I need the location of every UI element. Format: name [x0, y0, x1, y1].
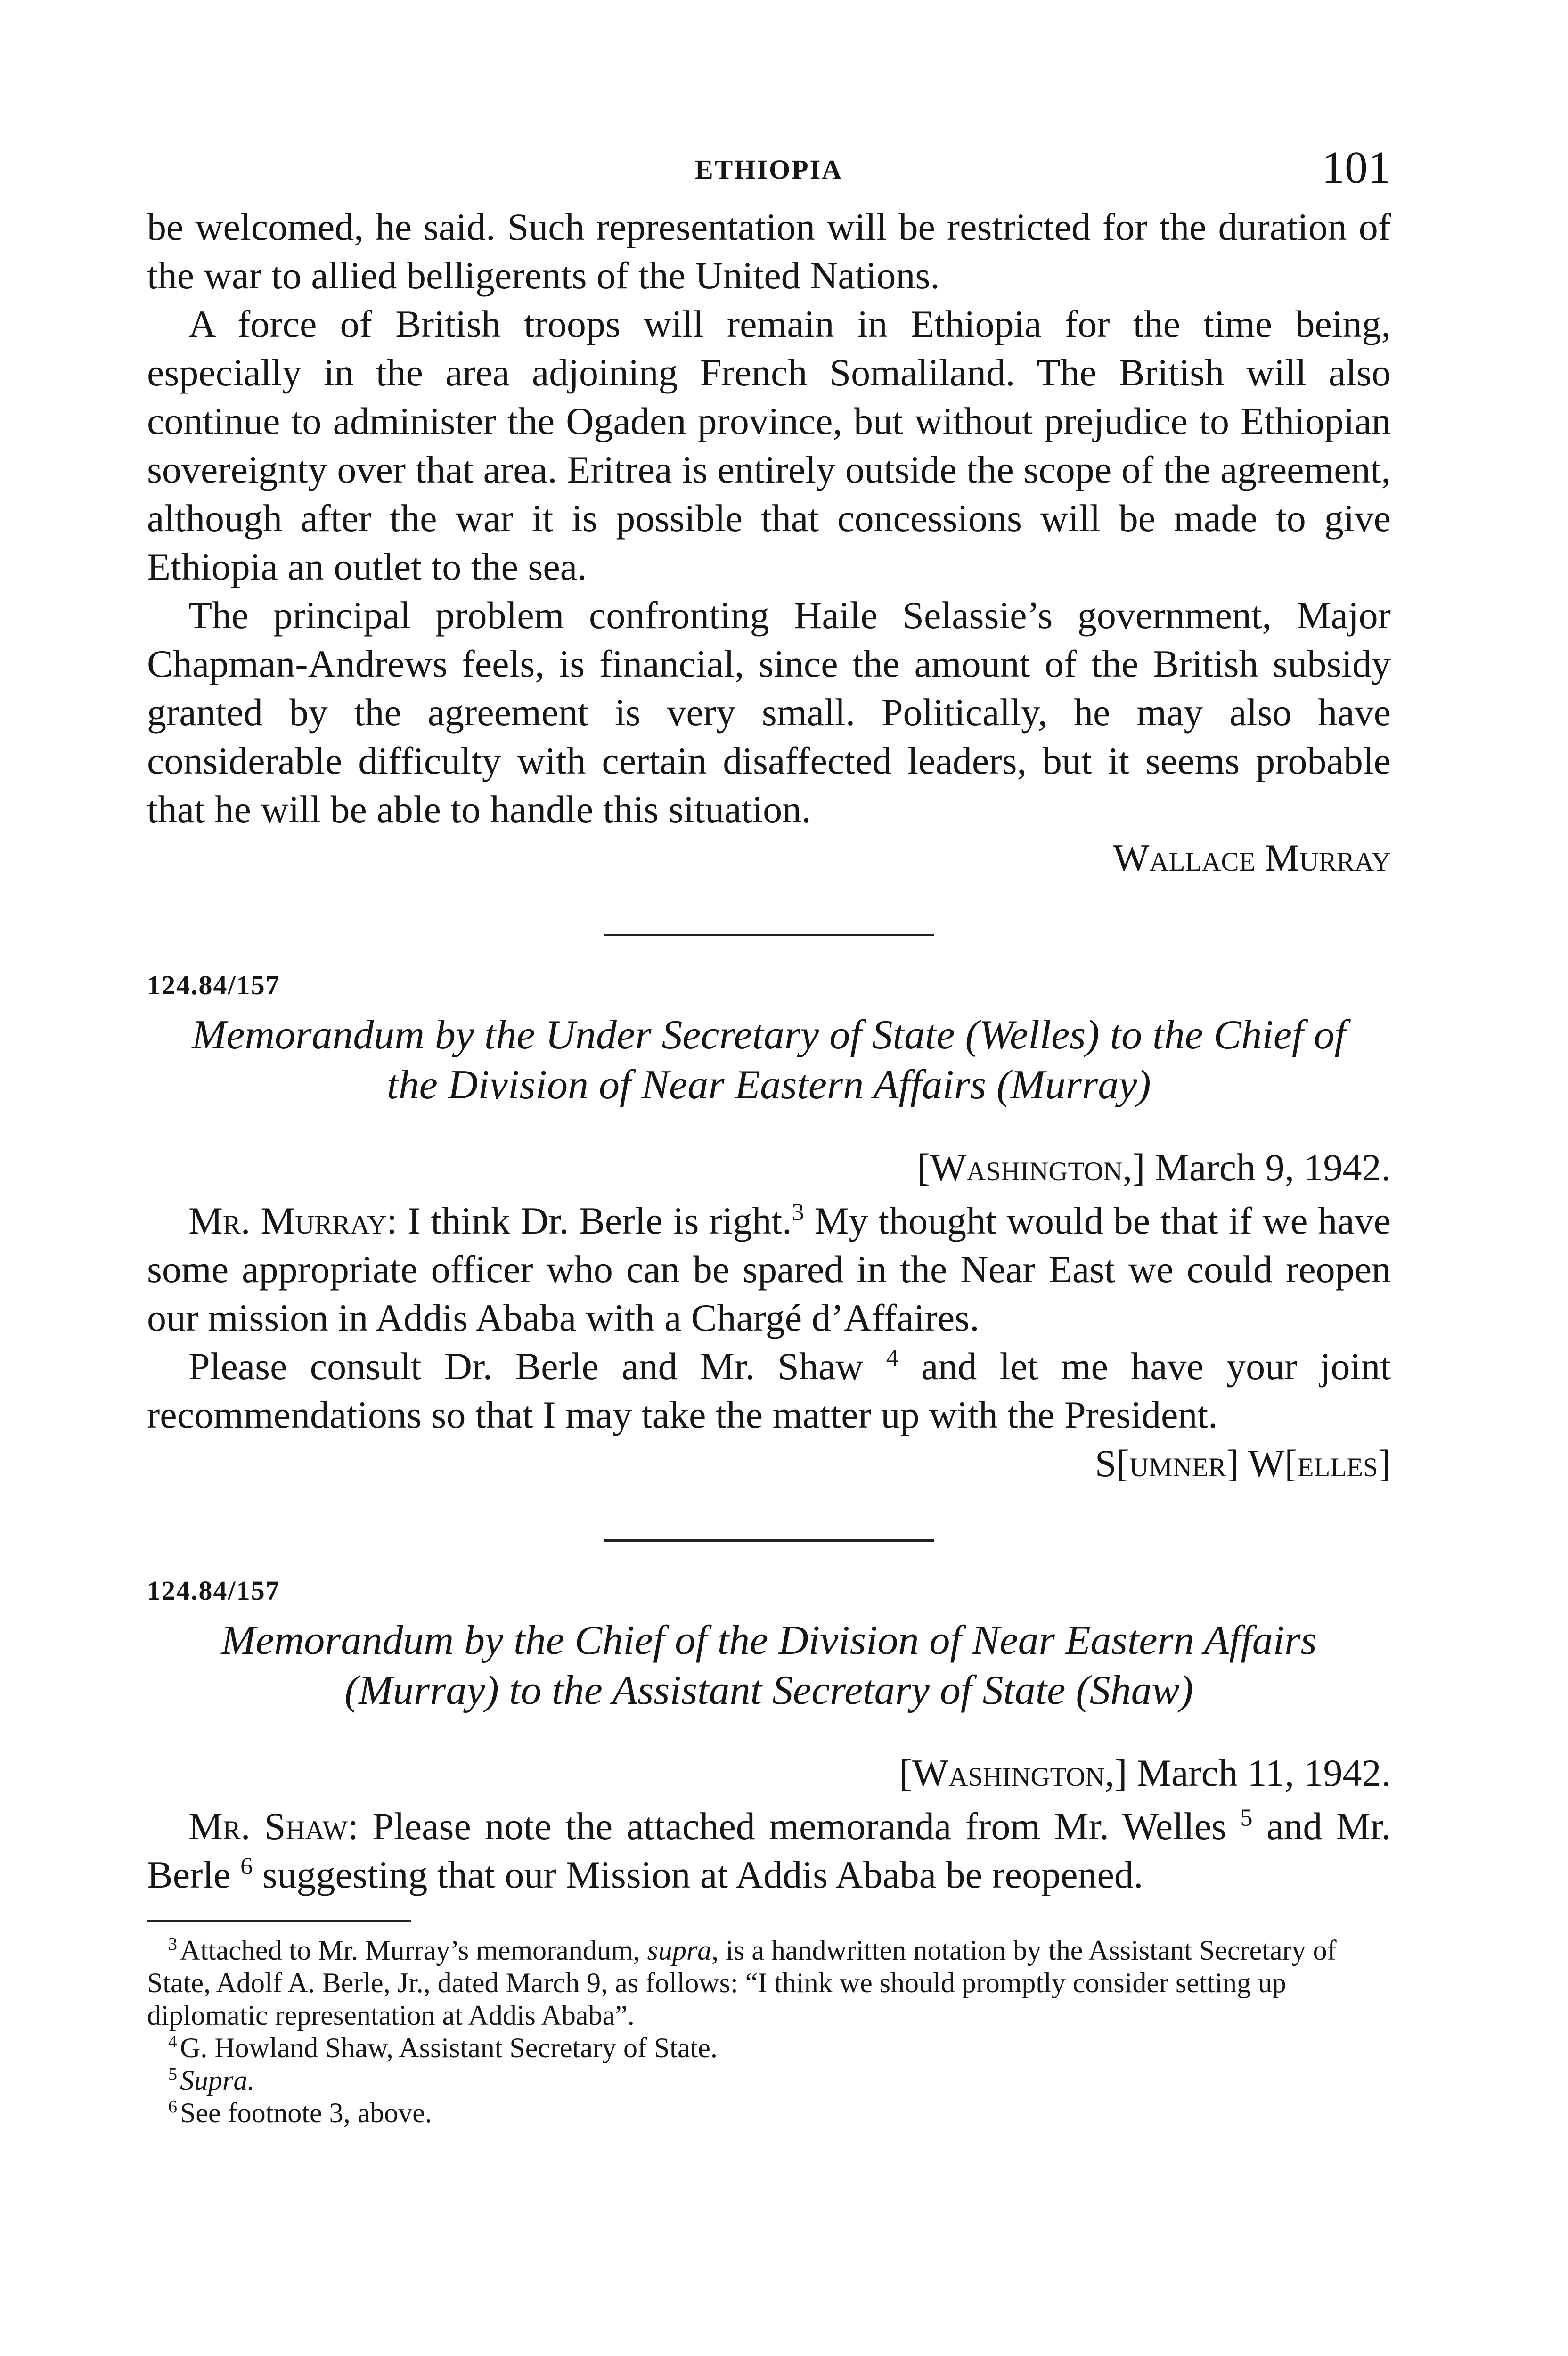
footnote-ref: 3 [792, 1199, 804, 1226]
footnote-mark: 6 [168, 2097, 177, 2117]
running-head: ETHIOPIA [694, 154, 843, 185]
text-run: and Mr. Berle [147, 1805, 1391, 1896]
section-ethiopia-report [147, 203, 1391, 882]
file-number: 124.84/157 [147, 970, 280, 1000]
footnote-text-italic: supra [647, 1935, 712, 1966]
salutation: Mr. Murray: [188, 1199, 398, 1242]
footnote-mark: 3 [168, 1934, 177, 1954]
paragraph [147, 1802, 1391, 1899]
text-run: I think Dr. Berle is right. [408, 1199, 792, 1242]
footnote-divider [147, 1920, 411, 1922]
footnote-text-italic: Supra. [180, 2065, 255, 2096]
paragraph [147, 1196, 1391, 1342]
footnote-mark: 4 [168, 2032, 177, 2052]
signature: S[umner] W[elles] [1094, 1442, 1391, 1485]
footnote-text: , is a handwritten notation by the Assistant Secretary of State, Adolf A. Berle, Jr., dated March 9, as follows: “I think we should promptly consider setting up diplomatic representation at Addis Ababa”. [147, 1935, 1337, 2031]
signature: Wallace Murray [1113, 836, 1391, 879]
footnote [147, 2032, 1391, 2064]
footnote-ref: 5 [1240, 1804, 1253, 1832]
footnotes [147, 1934, 1391, 2129]
dateline-date: March 11, 1942. [1137, 1751, 1391, 1794]
paragraph: be welcomed, he said. Such representation will be restricted for the duration of the war to allied belligerents of the United Nations. [147, 205, 1391, 297]
paragraph [147, 1342, 1391, 1439]
text-run: Please note the attached memoranda from Mr. Welles [372, 1805, 1226, 1848]
memo-title: Memorandum by the Under Secretary of State (Welles) to the Chief of the Division of Near Eastern Affairs (Murray) [192, 1012, 1346, 1108]
memo-title: Memorandum by the Chief of the Division of Near Eastern Affairs (Murray) to the Assistant Secretary of State (Shaw) [221, 1618, 1317, 1713]
footnote-text: See footnote 3, above. [180, 2097, 432, 2128]
text-run: suggesting that our Mission at Addis Ababa be reopened. [262, 1853, 1143, 1896]
footnote [147, 2064, 1391, 2097]
page-number: 101 [1322, 142, 1391, 193]
footnote [147, 1934, 1391, 2032]
footnote [147, 2097, 1391, 2129]
footnote-ref: 6 [240, 1853, 253, 1880]
memo-body [147, 1196, 1391, 1488]
memorandum-murray [147, 1575, 1391, 1899]
salutation: Mr. Shaw: [188, 1805, 359, 1848]
memo-body [147, 1802, 1391, 1899]
text-run: Please consult Dr. Berle and Mr. Shaw [188, 1345, 864, 1388]
footnote-ref: 4 [886, 1344, 898, 1372]
text-run: My thought would be that if we have some appropriate officer who can be spared in the Near East we could reopen our mission in Addis Ababa with a Chargé d’Affaires. [147, 1199, 1391, 1339]
dateline [147, 1749, 1391, 1797]
dateline-place: [Washington,] [899, 1751, 1127, 1794]
paragraph: The principal problem confronting Haile Selassie’s government, Major Chapman-Andrews feels, is financial, since the amount of the British subsidy granted by the agreement is very small. Politically, he may also have considerable difficulty with certain disaffected leaders, but it seems probable that he will be able to handle this situation. [147, 594, 1391, 831]
dateline [147, 1143, 1391, 1192]
memorandum-welles [147, 969, 1391, 1488]
file-number: 124.84/157 [147, 1575, 280, 1606]
footnote-mark: 5 [168, 2064, 177, 2084]
footnote-text: Attached to Mr. Murray’s memorandum, [180, 1935, 647, 1966]
footnote-text: G. Howland Shaw, Assistant Secretary of State. [180, 2032, 718, 2063]
dateline-place: [Washington,] [917, 1146, 1145, 1189]
paragraph: A force of British troops will remain in Ethiopia for the time being, especially in the area adjoining French Somaliland. The British will also continue to administer the Ogaden province, but without prejudice to Ethiopian sovereignty over that area. Eritrea is entirely outside the scope of the agreement, although after the war it is possible that concessions will be made to give Ethiopia an outlet to the sea. [147, 303, 1391, 588]
document-page [147, 141, 1391, 2129]
section-divider [604, 1539, 934, 1542]
section-divider [604, 934, 934, 936]
dateline-date: March 9, 1942. [1154, 1146, 1391, 1189]
text-run: and let me have your joint recommendations so that I may take the matter up with the President. [147, 1345, 1391, 1436]
page-header [147, 141, 1391, 203]
